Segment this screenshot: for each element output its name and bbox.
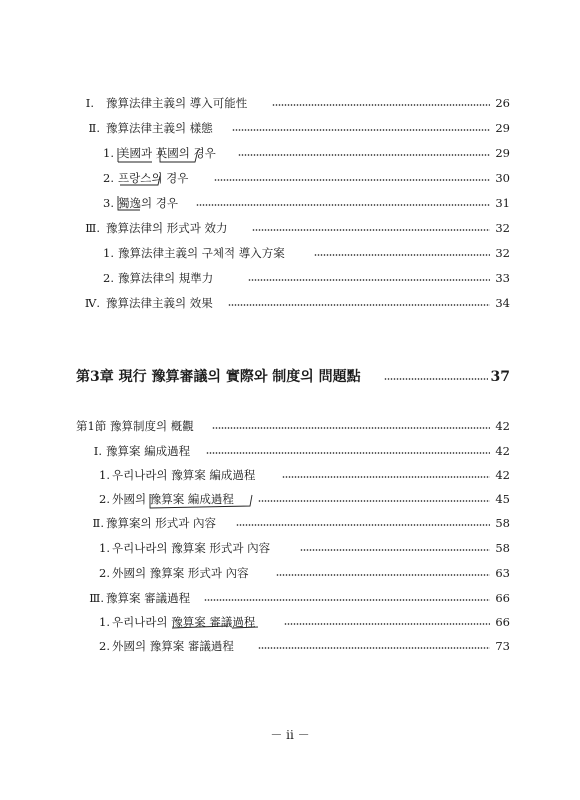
entry-page: 58 — [495, 541, 510, 555]
entry-page: 42 — [495, 444, 510, 458]
entry-number: Ⅳ. — [84, 296, 100, 310]
entry-page: 32 — [495, 221, 510, 235]
entry-number: Ⅱ. — [92, 516, 104, 530]
entry-title: 豫算法律主義의 效果 — [106, 296, 213, 310]
entry-title: 第1節 豫算制度의 槪觀 — [76, 419, 194, 433]
underline-mark — [118, 196, 140, 210]
entry-page: 58 — [495, 516, 510, 530]
entry-page: 34 — [495, 296, 510, 310]
entry-title: 우리나라의 豫算案 形式과 內容 — [112, 541, 271, 555]
entry-page: 63 — [495, 566, 510, 580]
entry-title: 外國의 豫算案 審議過程 — [112, 639, 234, 653]
entry-number: 2. — [103, 171, 114, 185]
entry-title: 豫算法律主義의 樣態 — [106, 121, 213, 135]
entry-title: 豫算法律의 規準力 — [118, 271, 214, 285]
entry-title: 豫算案 編成過程 — [106, 444, 191, 458]
entry-title: 豫算案 審議過程 — [106, 591, 191, 605]
entry-number: 1. — [99, 541, 110, 555]
entry-page: 30 — [495, 171, 510, 185]
entry-number: 2. — [99, 492, 110, 506]
chapter-page: 37 — [490, 369, 510, 385]
entry-page: 29 — [495, 121, 510, 135]
entry-title: 프랑스의 경우 — [118, 171, 189, 185]
entry-page: 42 — [495, 419, 510, 433]
entry-title: 豫算法律主義의 구체적 導入方案 — [118, 246, 285, 260]
entry-number: 2. — [99, 566, 110, 580]
entry-page: 73 — [495, 639, 510, 653]
underline-mark — [172, 626, 258, 628]
entry-title: 우리나라의 豫算案 編成過程 — [112, 468, 256, 482]
entry-page: 42 — [495, 468, 510, 482]
entry-number: Ⅰ. — [85, 96, 94, 110]
underline-mark — [150, 494, 252, 508]
entry-title: 豫算案의 形式과 內容 — [106, 516, 217, 530]
entry-page: 29 — [495, 146, 510, 160]
entry-number: Ⅰ. — [93, 444, 102, 458]
entry-title: 美國과 英國의 경우 — [118, 146, 216, 160]
entry-number: Ⅱ. — [88, 121, 100, 135]
entry-title: 우리나라의 豫算案 審議過程 — [112, 615, 256, 629]
entry-number: 1. — [103, 246, 114, 260]
entry-number: 2. — [99, 639, 110, 653]
entry-number: Ⅲ. — [85, 221, 100, 235]
entry-page: 66 — [495, 591, 510, 605]
chapter-title: 第3章 現行 豫算審議의 實際와 制度의 問題點 — [76, 369, 361, 385]
underline-mark — [118, 148, 198, 162]
entry-page: 32 — [495, 246, 510, 260]
underline-mark — [120, 176, 160, 185]
entry-number: Ⅲ. — [89, 591, 104, 605]
entry-number: 2. — [103, 271, 114, 285]
entry-title: 豫算法律의 形式과 效力 — [106, 221, 228, 235]
page-footer: － ii － — [270, 728, 310, 742]
entry-number: 1. — [99, 615, 110, 629]
entry-number: 1. — [99, 468, 110, 482]
entry-title: 豫算法律主義의 導入可能性 — [106, 96, 248, 110]
entry-page: 31 — [495, 196, 510, 210]
entry-page: 33 — [495, 271, 510, 285]
entry-page: 66 — [495, 615, 510, 629]
entry-title: 獨逸의 경우 — [118, 196, 178, 210]
entry-page: 45 — [495, 492, 510, 506]
entry-title: 外國의 豫算案 形式과 內容 — [112, 566, 249, 580]
entry-number: 3. — [103, 196, 114, 210]
entry-title: 外國의 豫算案 編成過程 — [112, 492, 234, 506]
entry-page: 26 — [495, 96, 510, 110]
entry-number: 1. — [103, 146, 114, 160]
